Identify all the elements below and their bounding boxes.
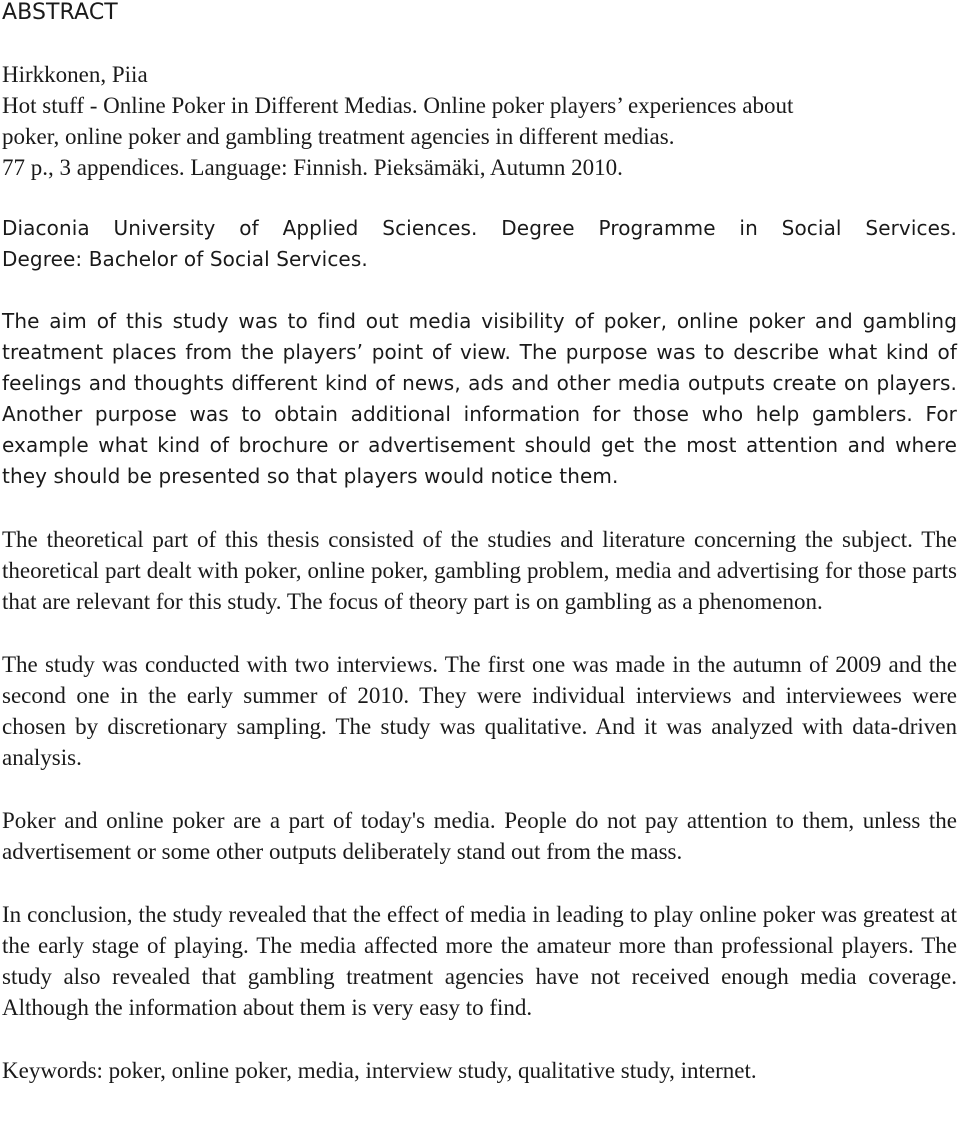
thesis-title-line-2: poker, online poker and gambling treatment agencies in different medias. — [2, 124, 675, 149]
thesis-title-line-1: Hot stuff - Online Poker in Different Medias. Online poker players’ experiences about — [2, 93, 794, 118]
bibliographic-info — [2, 59, 957, 183]
institution-line-2: Degree: Bachelor of Social Services. — [2, 247, 368, 271]
keywords: Keywords: poker, online poker, media, interview study, qualitative study, internet. — [2, 1058, 757, 1083]
paragraph-method: The study was conducted with two interviews. The first one was made in the autumn of 2009 and the second one in the early summer of 2010. They were individual interviews and interviewees were chosen by discretionary sampling. The study was qualitative. And it was analyzed with data-driven analysis. — [2, 652, 957, 770]
author-name: Hirkkonen, Piia — [2, 62, 148, 87]
abstract-page — [2, 0, 957, 1086]
institution-line-1: Diaconia University of Applied Sciences. Degree Programme in Social Services. — [2, 216, 957, 240]
abstract-heading: ABSTRACT — [2, 0, 118, 25]
institution-info — [2, 213, 957, 275]
thesis-details: 77 p., 3 appendices. Language: Finnish. Pieksämäki, Autumn 2010. — [2, 155, 623, 180]
paragraph-aim: The aim of this study was to find out media visibility of poker, online poker and gambling treatment places from the players’ point of view. The purpose was to describe what kind of feelings and thoughts different kind of news, ads and other media outputs create on players. Another purpose was to obtain additional information for those who help gamblers. For example what kind of brochure or advertisement should get the most attention and where they should be presented so that players would notice them. — [2, 309, 957, 488]
paragraph-conclusion: In conclusion, the study revealed that the effect of media in leading to play online poker was greatest at the early stage of playing. The media affected more the amateur more than professional players. The study also revealed that gambling treatment agencies have not received enough media coverage. Although the information about them is very easy to find. — [2, 902, 957, 1020]
paragraph-media: Poker and online poker are a part of today's media. People do not pay attention to them, unless the advertisement or some other outputs deliberately stand out from the mass. — [2, 808, 957, 864]
paragraph-theory: The theoretical part of this thesis consisted of the studies and literature concerning the subject. The theoretical part dealt with poker, online poker, gambling problem, media and advertising for those parts that are relevant for this study. The focus of theory part is on gambling as a phenomenon. — [2, 527, 957, 614]
